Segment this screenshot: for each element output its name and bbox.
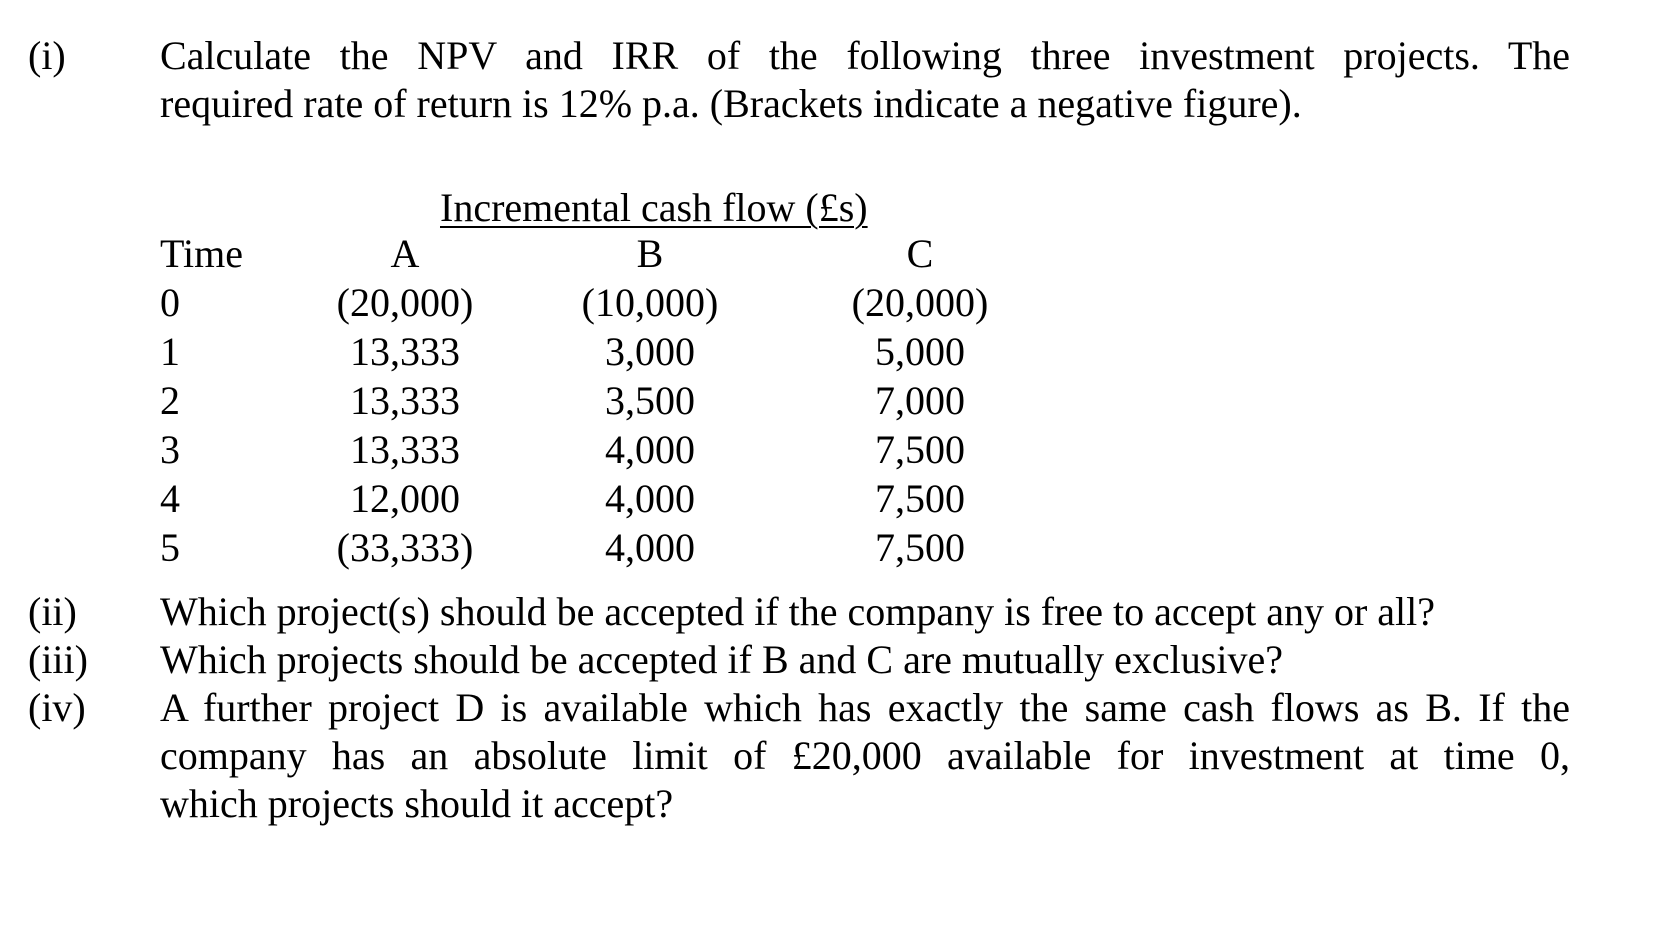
project-a-cell: 12,000 xyxy=(350,476,460,521)
project-a-cell: (20,000) xyxy=(336,280,474,325)
project-b-header: B xyxy=(636,231,664,276)
project-c-cell: 7,000 xyxy=(875,378,965,423)
question-i-text xyxy=(160,32,1570,128)
project-c-cell: 7,500 xyxy=(875,525,965,570)
question-ii-text: Which project(s) should be accepted if the company is free to accept any or all? xyxy=(160,589,1435,634)
project-b-column xyxy=(565,230,735,573)
project-a-column xyxy=(320,230,490,573)
question-iv-line-3: which projects should it accept? xyxy=(160,781,674,826)
time-cell: 3 xyxy=(160,427,180,472)
question-i-number: (i) xyxy=(28,33,66,78)
project-c-cell: 7,500 xyxy=(875,476,965,521)
time-cell: 2 xyxy=(160,378,180,423)
time-header: Time xyxy=(160,231,244,276)
time-column xyxy=(160,230,243,573)
project-c-cell: 5,000 xyxy=(875,329,965,374)
project-c-cell: (20,000) xyxy=(851,280,989,325)
project-a-cell: 13,333 xyxy=(350,378,460,423)
time-cell: 5 xyxy=(160,525,180,570)
time-cell: 1 xyxy=(160,329,180,374)
project-b-cell: (10,000) xyxy=(581,280,719,325)
question-iii-number: (iii) xyxy=(28,637,88,682)
question-iv-number: (iv) xyxy=(28,685,86,730)
question-iii-text: Which projects should be accepted if B and C are mutually exclusive? xyxy=(160,637,1283,682)
project-b-cell: 3,000 xyxy=(605,329,695,374)
project-a-cell: (33,333) xyxy=(336,525,474,570)
project-b-cell: 4,000 xyxy=(605,427,695,472)
project-a-cell: 13,333 xyxy=(350,329,460,374)
project-c-column xyxy=(835,230,1005,573)
time-cell: 0 xyxy=(160,280,180,325)
project-a-cell: 13,333 xyxy=(350,427,460,472)
project-b-cell: 4,000 xyxy=(605,476,695,521)
project-b-cell: 4,000 xyxy=(605,525,695,570)
question-i-line-2: required rate of return is 12% p.a. (Brackets indicate a negative figure). xyxy=(160,81,1302,126)
question-iv-line-1: A further project D is available which has exactly the same cash flows as B. If the xyxy=(160,685,1570,730)
project-b-cell: 3,500 xyxy=(605,378,695,423)
project-c-cell: 7,500 xyxy=(875,427,965,472)
question-iv-line-2: company has an absolute limit of £20,000 available for investment at time 0, xyxy=(160,733,1570,778)
time-cell: 4 xyxy=(160,476,180,521)
project-c-header: C xyxy=(906,231,934,276)
question-iv-text xyxy=(160,684,1570,828)
table-heading: Incremental cash flow (£s) xyxy=(440,185,868,230)
question-i-line-1: Calculate the NPV and IRR of the following three investment projects. The xyxy=(160,33,1570,78)
project-a-header: A xyxy=(390,231,420,276)
question-ii-number: (ii) xyxy=(28,589,77,634)
